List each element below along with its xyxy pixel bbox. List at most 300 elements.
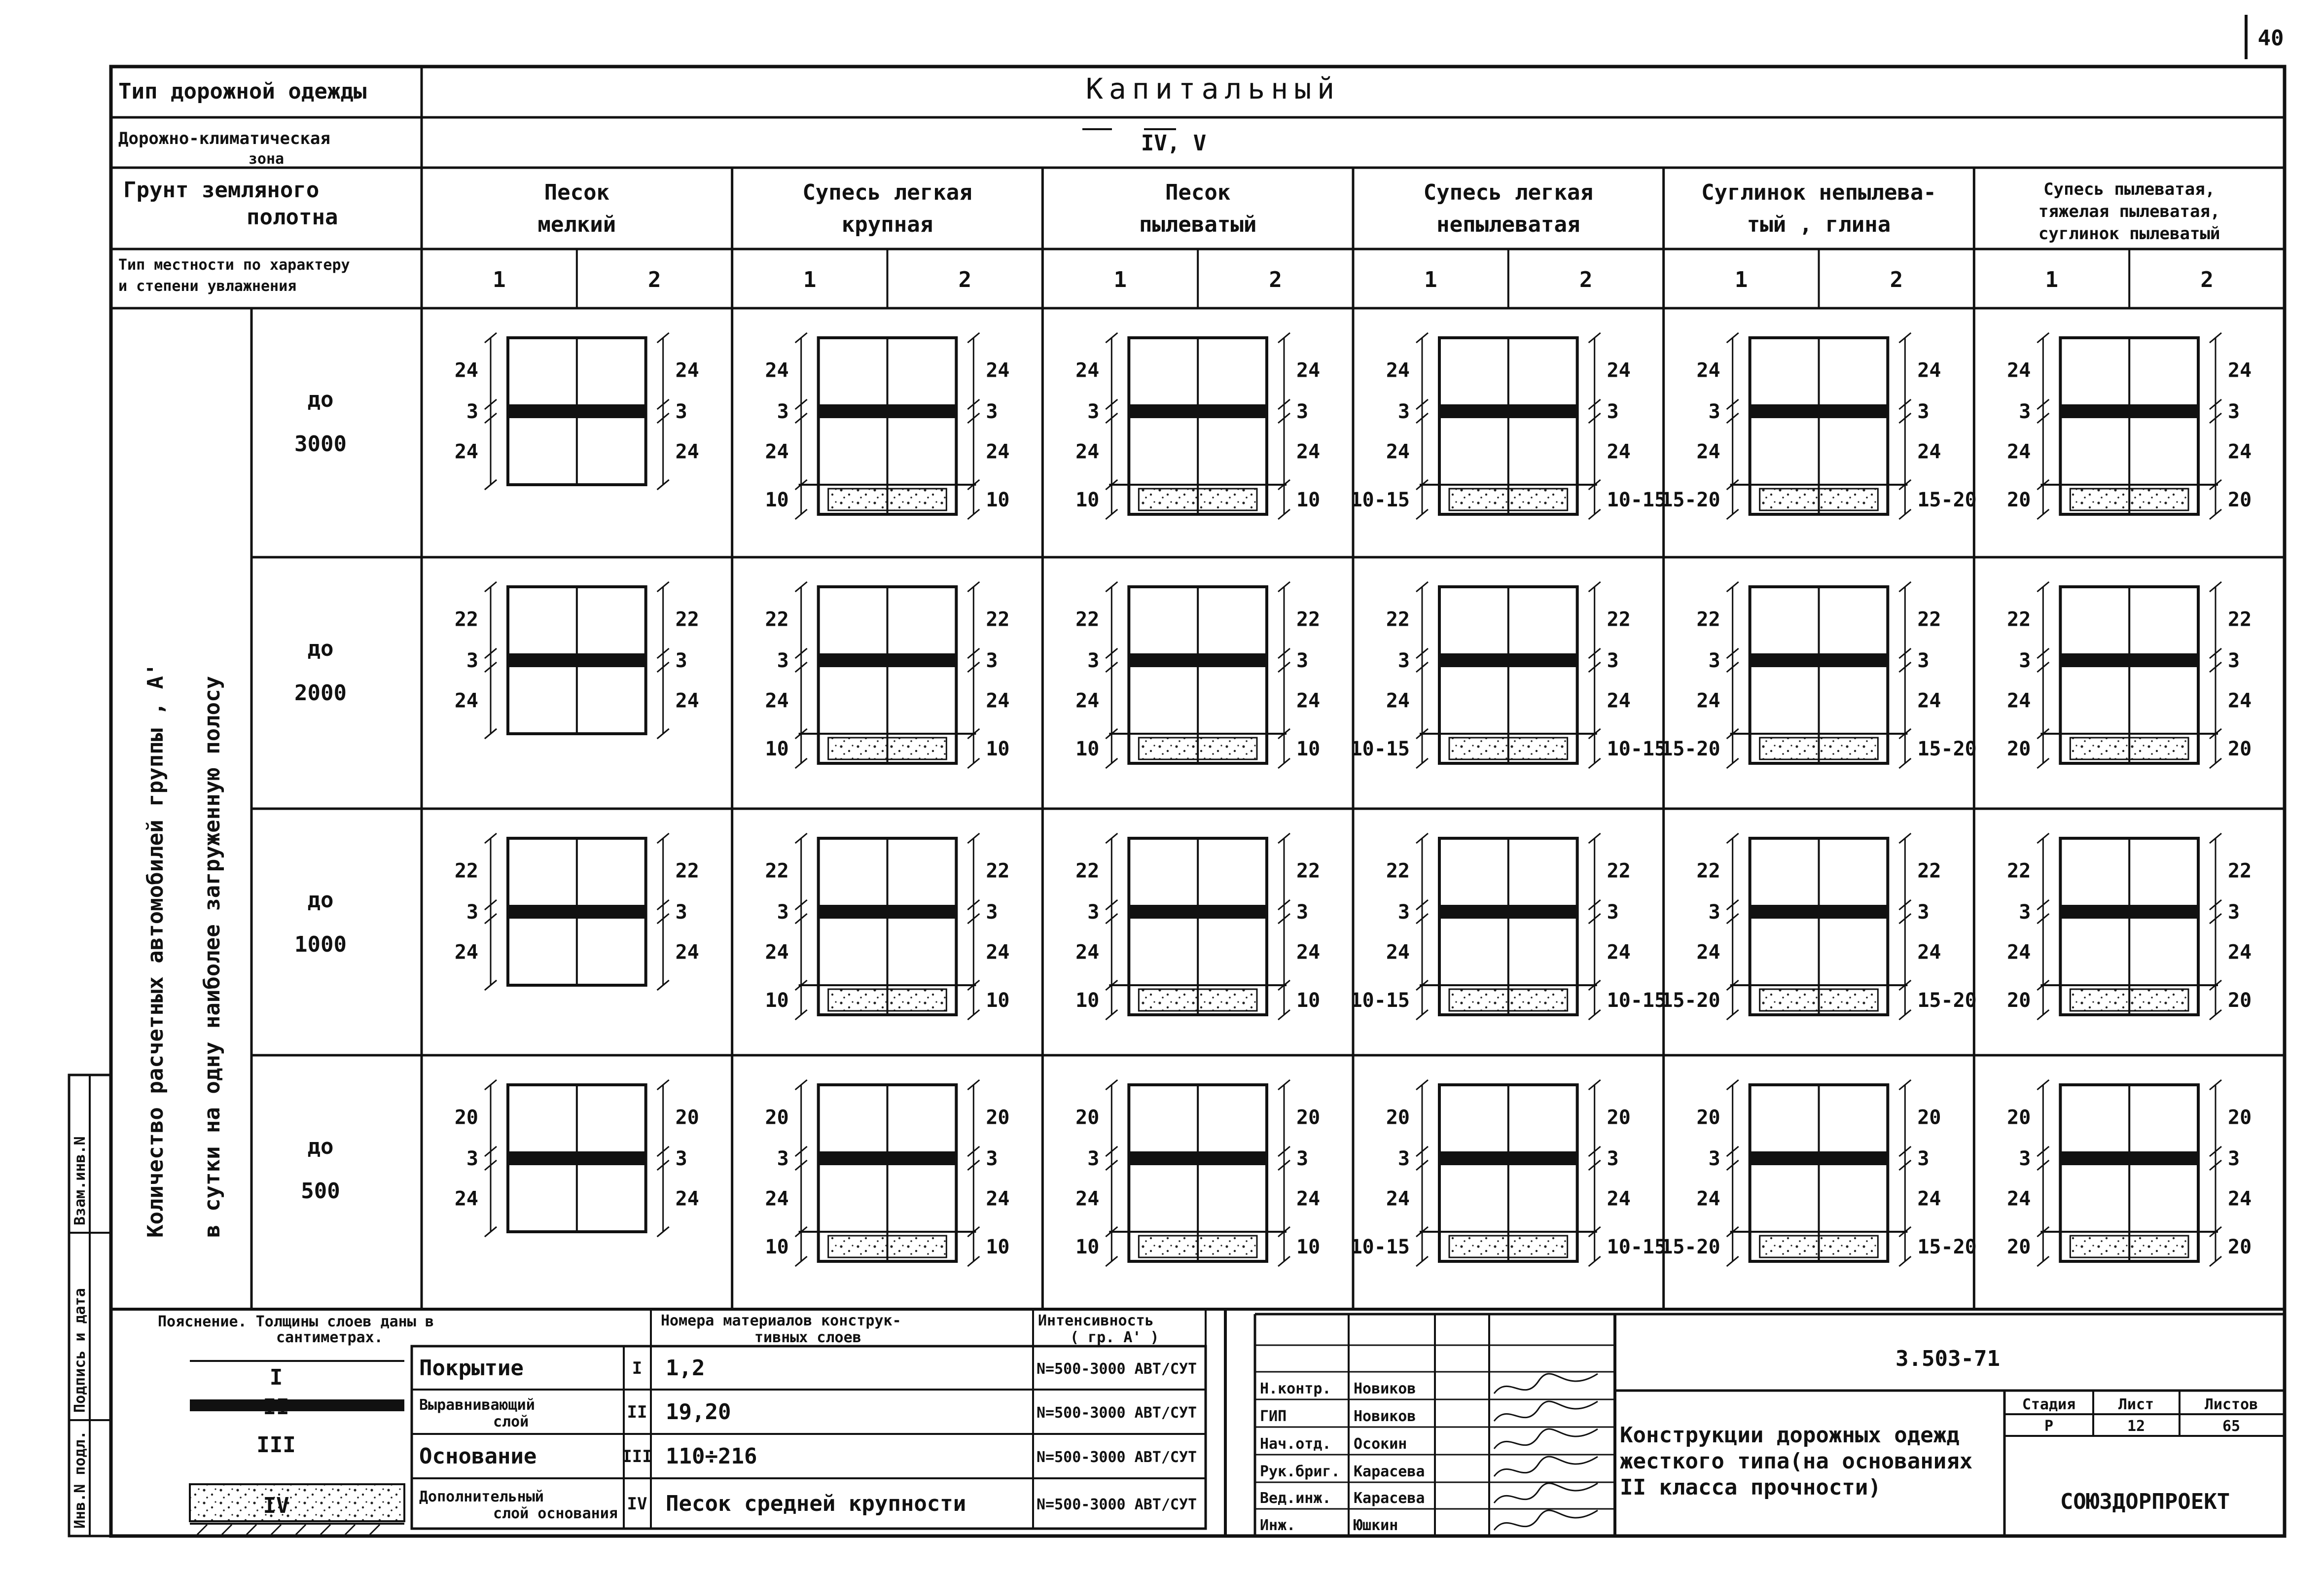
layer-thickness-mid: 3 bbox=[2019, 400, 2031, 423]
layer-thickness-base: 15-20 bbox=[1917, 738, 1977, 760]
layer-thickness-bottom: 24 bbox=[1917, 941, 1941, 964]
layer-thickness-mid: 3 bbox=[1708, 1147, 1720, 1170]
pavement-cross-section bbox=[765, 333, 1009, 519]
layer-thickness-top: 22 bbox=[2007, 608, 2031, 631]
layer-thickness-top: 22 bbox=[454, 859, 478, 883]
side-stamp-replaced-inv: Взам.инв.N bbox=[72, 1136, 89, 1225]
legend-layer-materials: 19,20 bbox=[666, 1399, 731, 1425]
layer-thickness-base: 15-20 bbox=[1917, 989, 1977, 1012]
soil-name: Супесь пылеватая, bbox=[2043, 179, 2216, 199]
layer-thickness-mid: 3 bbox=[1087, 400, 1100, 423]
traffic-row-value: 500 bbox=[301, 1179, 340, 1204]
signature-scribble bbox=[1494, 1483, 1598, 1503]
layer-thickness-base: 10 bbox=[765, 489, 789, 511]
layer-thickness-mid: 3 bbox=[1607, 649, 1619, 672]
legend-layer-intensity: N=500-3000 АВТ/СУТ bbox=[1037, 1496, 1197, 1513]
traffic-row-label: до bbox=[307, 636, 334, 661]
layer-thickness-bottom: 24 bbox=[454, 941, 478, 964]
layer-thickness-mid: 3 bbox=[777, 1147, 789, 1170]
traffic-row-label: до bbox=[307, 1134, 334, 1159]
signer-name: Осокин bbox=[1354, 1435, 1407, 1453]
layer-thickness-top: 24 bbox=[675, 359, 699, 382]
layer-thickness-mid: 3 bbox=[777, 649, 789, 672]
layer-thickness-mid: 3 bbox=[466, 901, 478, 924]
layer-thickness-base: 20 bbox=[2007, 1236, 2031, 1258]
signer-name: Карасева bbox=[1354, 1463, 1425, 1480]
legend-rows bbox=[419, 1356, 1197, 1522]
pavement-cross-section bbox=[2007, 1080, 2252, 1266]
layer-thickness-bottom: 24 bbox=[1386, 440, 1410, 464]
legend-layer-name: Основание bbox=[419, 1444, 537, 1469]
layer-thickness-top: 22 bbox=[1075, 859, 1100, 883]
layer-thickness-bottom: 24 bbox=[765, 1187, 789, 1211]
signer-role: Н.контр. bbox=[1260, 1380, 1331, 1397]
layer-thickness-base: 10 bbox=[1075, 489, 1100, 511]
layer-thickness-top: 24 bbox=[454, 359, 478, 382]
terrain-type: 1 bbox=[803, 267, 817, 292]
layer-thickness-mid: 3 bbox=[986, 649, 998, 672]
layer-thickness-base: 10-15 bbox=[1607, 489, 1667, 511]
pavement-cross-section bbox=[455, 1080, 699, 1237]
soil-name: Суглинок непылева- bbox=[1701, 180, 1936, 205]
layer-thickness-base: 15-20 bbox=[1917, 489, 1977, 511]
pavement-type-value: Капитальный bbox=[1085, 72, 1341, 106]
side-stamp-signature-date: Подпись и дата bbox=[72, 1288, 89, 1413]
layer-thickness-mid: 3 bbox=[1296, 901, 1309, 924]
signature-scribble bbox=[1494, 1457, 1598, 1476]
layer-thickness-bottom: 24 bbox=[454, 440, 478, 464]
traffic-row-value: 2000 bbox=[294, 680, 347, 706]
terrain-type: 2 bbox=[958, 267, 972, 292]
pavement-cross-section bbox=[765, 1080, 1009, 1266]
soil-name: суглинок пылеватый bbox=[2038, 224, 2220, 244]
layer-thickness-top: 22 bbox=[1386, 608, 1410, 631]
legend-layer-name: слой основания bbox=[493, 1505, 618, 1522]
layer-thickness-mid: 3 bbox=[2228, 901, 2240, 924]
soil-name: Супесь легкая bbox=[802, 180, 972, 205]
layer-thickness-top: 24 bbox=[1075, 359, 1100, 382]
layer-thickness-bottom: 24 bbox=[2007, 941, 2031, 964]
layer-thickness-bottom: 24 bbox=[1607, 1187, 1631, 1211]
layer-thickness-top: 22 bbox=[675, 859, 699, 883]
terrain-type: 1 bbox=[493, 267, 506, 292]
traffic-row-label: до bbox=[307, 387, 334, 412]
signer-name: Юшкин bbox=[1354, 1517, 1398, 1534]
layer-thickness-top: 20 bbox=[2007, 1106, 2031, 1129]
legend-layer-materials: Песок средней крупности bbox=[666, 1491, 966, 1516]
layer-thickness-mid: 3 bbox=[986, 901, 998, 924]
soil-name: Песок bbox=[1165, 180, 1231, 205]
layer-thickness-mid: 3 bbox=[675, 400, 687, 423]
layer-thickness-bottom: 24 bbox=[1917, 689, 1941, 713]
layer-thickness-top: 20 bbox=[986, 1106, 1010, 1129]
terrain-type: 2 bbox=[1890, 267, 1903, 292]
layer-thickness-bottom: 24 bbox=[1917, 440, 1941, 464]
layer-thickness-top: 20 bbox=[1296, 1106, 1321, 1129]
legend-note-2: сантиметрах. bbox=[276, 1329, 383, 1346]
layer-thickness-bottom: 24 bbox=[675, 941, 699, 964]
layer-thickness-top: 24 bbox=[2007, 359, 2031, 382]
layer-thickness-base: 10 bbox=[1296, 489, 1321, 511]
pavement-type-label: Тип дорожной одежды bbox=[118, 79, 367, 104]
terrain-type: 1 bbox=[1734, 267, 1748, 292]
layer-thickness-base: 10-15 bbox=[1350, 738, 1410, 760]
legend-numeral-3: III bbox=[256, 1432, 296, 1458]
legend-layer-name: Дополнительный bbox=[419, 1488, 544, 1505]
layer-thickness-bottom: 24 bbox=[986, 440, 1010, 464]
layer-thickness-top: 22 bbox=[1917, 608, 1941, 631]
layer-thickness-bottom: 24 bbox=[1075, 941, 1100, 964]
traffic-row-label: до bbox=[307, 888, 334, 913]
pavement-cross-section bbox=[2007, 333, 2252, 519]
layer-thickness-base: 15-20 bbox=[1661, 989, 1720, 1012]
terrain-type: 2 bbox=[1579, 267, 1593, 292]
layer-thickness-top: 22 bbox=[1696, 859, 1720, 883]
layer-thickness-top: 22 bbox=[2228, 859, 2252, 883]
legend-layer-name: слой bbox=[493, 1413, 529, 1430]
layer-thickness-bottom: 24 bbox=[1607, 440, 1631, 464]
layer-thickness-bottom: 24 bbox=[2228, 440, 2252, 464]
terrain-type: 1 bbox=[2045, 267, 2058, 292]
layer-thickness-top: 24 bbox=[1607, 359, 1631, 382]
sheets-label: Листов bbox=[2204, 1396, 2258, 1413]
intensity-header: Интенсивность bbox=[1038, 1312, 1154, 1329]
legend-note: Пояснение. Толщины слоев даны в bbox=[158, 1313, 434, 1330]
layer-thickness-mid: 3 bbox=[2228, 1147, 2240, 1170]
legend-layer-numeral: IV bbox=[627, 1494, 647, 1514]
layer-thickness-base: 10 bbox=[1296, 989, 1321, 1012]
legend-layer-intensity: N=500-3000 АВТ/СУТ bbox=[1037, 1449, 1197, 1466]
layer-thickness-base: 10-15 bbox=[1350, 489, 1410, 511]
layer-thickness-bottom: 24 bbox=[986, 1187, 1010, 1211]
layer-thickness-bottom: 24 bbox=[2007, 440, 2031, 464]
layer-thickness-base: 10 bbox=[765, 738, 789, 760]
signer-role: Вед.инж. bbox=[1260, 1490, 1331, 1507]
layer-thickness-top: 24 bbox=[1917, 359, 1941, 382]
layer-thickness-mid: 3 bbox=[2228, 400, 2240, 423]
layer-thickness-bottom: 24 bbox=[675, 1187, 699, 1211]
layer-thickness-top: 20 bbox=[1075, 1106, 1100, 1129]
layer-thickness-mid: 3 bbox=[1917, 400, 1930, 423]
layer-thickness-base: 10 bbox=[1296, 1236, 1321, 1258]
signer-name: Новиков bbox=[1354, 1380, 1416, 1397]
layer-thickness-top: 22 bbox=[1296, 859, 1321, 883]
side-stamp-inv-original: Инв.N подл. bbox=[72, 1430, 89, 1529]
layer-thickness-mid: 3 bbox=[2019, 1147, 2031, 1170]
terrain-type: 1 bbox=[1424, 267, 1437, 292]
layer-thickness-mid: 3 bbox=[986, 1147, 998, 1170]
layer-thickness-mid: 3 bbox=[1296, 400, 1309, 423]
organization: СОЮЗДОРПРОЕКТ bbox=[2060, 1489, 2230, 1514]
layer-thickness-mid: 3 bbox=[675, 901, 687, 924]
side-stamp bbox=[69, 1075, 111, 1536]
pavement-cross-section bbox=[1075, 833, 1320, 1020]
layer-thickness-base: 15-20 bbox=[1661, 1236, 1720, 1258]
layer-thickness-bottom: 24 bbox=[765, 440, 789, 464]
layer-thickness-top: 20 bbox=[1386, 1106, 1410, 1129]
layer-thickness-top: 24 bbox=[1296, 359, 1321, 382]
layer-thickness-mid: 3 bbox=[1917, 1147, 1930, 1170]
layer-thickness-top: 20 bbox=[454, 1106, 478, 1129]
layer-thickness-mid: 3 bbox=[777, 400, 789, 423]
climate-zone-label: Дорожно-климатическая bbox=[118, 129, 330, 148]
layer-thickness-base: 15-20 bbox=[1917, 1236, 1977, 1258]
soil-label-2: полотна bbox=[247, 205, 338, 230]
layer-thickness-bottom: 24 bbox=[1075, 440, 1100, 464]
intensity-header-2: ( гр. А' ) bbox=[1070, 1329, 1159, 1346]
signer-name: Новиков bbox=[1354, 1408, 1416, 1425]
stage-label: Стадия bbox=[2022, 1396, 2076, 1413]
layer-thickness-top: 22 bbox=[2007, 859, 2031, 883]
legend-layer-numeral: II bbox=[627, 1402, 647, 1422]
layer-thickness-top: 20 bbox=[2228, 1106, 2252, 1129]
layer-thickness-base: 10 bbox=[986, 738, 1010, 760]
layer-thickness-mid: 3 bbox=[1917, 649, 1930, 672]
layer-thickness-mid: 3 bbox=[675, 649, 687, 672]
layer-thickness-bottom: 24 bbox=[1696, 941, 1720, 964]
signer-role: Рук.бриг. bbox=[1260, 1463, 1340, 1480]
legend-layer-materials: 1,2 bbox=[666, 1356, 705, 1381]
soil-name: непылеватая bbox=[1436, 212, 1580, 237]
legend-layer-numeral: III bbox=[622, 1447, 652, 1466]
legend-layer-name: Покрытие bbox=[419, 1356, 524, 1381]
traffic-label-1: Количество расчетных автомобилей группы , А' bbox=[143, 663, 168, 1238]
layer-thickness-bottom: 24 bbox=[2228, 941, 2252, 964]
layer-thickness-mid: 3 bbox=[1607, 901, 1619, 924]
pavement-cross-section bbox=[1075, 582, 1320, 768]
terrain-type: 2 bbox=[1269, 267, 1282, 292]
layer-thickness-top: 22 bbox=[765, 608, 789, 631]
layer-thickness-base: 15-20 bbox=[1661, 738, 1720, 760]
pavement-cross-section bbox=[1661, 833, 1977, 1020]
soil-name: Супесь легкая bbox=[1423, 180, 1594, 205]
signer-name: Карасева bbox=[1354, 1490, 1425, 1507]
legend-layer-intensity: N=500-3000 АВТ/СУТ bbox=[1037, 1360, 1197, 1378]
stage-value: Р bbox=[2044, 1418, 2054, 1435]
layer-thickness-top: 22 bbox=[1607, 859, 1631, 883]
layer-thickness-bottom: 24 bbox=[1696, 440, 1720, 464]
page-number: 40 bbox=[2257, 26, 2284, 51]
layer-thickness-base: 10 bbox=[986, 989, 1010, 1012]
terrain-type: 1 bbox=[1113, 267, 1127, 292]
layer-thickness-top: 22 bbox=[1296, 608, 1321, 631]
layer-thickness-mid: 3 bbox=[675, 1147, 687, 1170]
layer-thickness-base: 10-15 bbox=[1607, 1236, 1667, 1258]
layer-thickness-bottom: 24 bbox=[675, 440, 699, 464]
pavement-cross-section bbox=[1661, 582, 1977, 768]
soil-name: пылеватый bbox=[1139, 212, 1257, 237]
layer-thickness-bottom: 24 bbox=[1607, 689, 1631, 713]
layer-thickness-mid: 3 bbox=[1708, 901, 1720, 924]
layer-thickness-mid: 3 bbox=[1397, 649, 1410, 672]
layer-thickness-bottom: 24 bbox=[2228, 689, 2252, 713]
document-title: Конструкции дорожных одежд bbox=[1620, 1423, 1960, 1448]
layer-thickness-mid: 3 bbox=[2019, 901, 2031, 924]
layer-thickness-base: 10 bbox=[986, 489, 1010, 511]
layer-thickness-top: 24 bbox=[2228, 359, 2252, 382]
layer-thickness-bottom: 24 bbox=[1696, 689, 1720, 713]
layer-thickness-mid: 3 bbox=[2019, 649, 2031, 672]
layer-thickness-mid: 3 bbox=[466, 1147, 478, 1170]
traffic-row-value: 3000 bbox=[294, 431, 347, 457]
soil-name: тяжелая пылеватая, bbox=[2038, 202, 2220, 221]
layer-thickness-mid: 3 bbox=[1087, 1147, 1100, 1170]
layer-thickness-bottom: 24 bbox=[1696, 1187, 1720, 1211]
pavement-cross-section bbox=[1661, 1080, 1977, 1266]
pavement-cross-section bbox=[1351, 833, 1667, 1020]
layer-thickness-bottom: 24 bbox=[2007, 1187, 2031, 1211]
pavement-cross-section bbox=[1351, 582, 1667, 768]
legend-layer-name: Выравнивающий bbox=[419, 1396, 535, 1414]
layer-thickness-bottom: 24 bbox=[1296, 1187, 1321, 1211]
layer-thickness-top: 22 bbox=[1386, 859, 1410, 883]
layer-thickness-bottom: 24 bbox=[454, 689, 478, 713]
pavement-cross-section bbox=[1661, 333, 1977, 519]
legend-layer-intensity: N=500-3000 АВТ/СУТ bbox=[1037, 1404, 1197, 1422]
layer-thickness-mid: 3 bbox=[1087, 901, 1100, 924]
pavement-cross-section bbox=[455, 333, 699, 490]
terrain-type: 2 bbox=[648, 267, 661, 292]
layer-thickness-mid: 3 bbox=[1607, 400, 1619, 423]
traffic-row-value: 1000 bbox=[294, 932, 347, 957]
layer-thickness-mid: 3 bbox=[466, 400, 478, 423]
layer-thickness-top: 20 bbox=[765, 1106, 789, 1129]
layer-thickness-top: 20 bbox=[1607, 1106, 1631, 1129]
layer-thickness-top: 22 bbox=[2228, 608, 2252, 631]
signer-role: Инж. bbox=[1260, 1517, 1296, 1534]
layer-thickness-mid: 3 bbox=[2228, 649, 2240, 672]
layer-thickness-mid: 3 bbox=[1296, 649, 1309, 672]
layer-thickness-base: 10-15 bbox=[1350, 989, 1410, 1012]
layer-thickness-base: 10 bbox=[1075, 1236, 1100, 1258]
layer-thickness-mid: 3 bbox=[1087, 649, 1100, 672]
layer-thickness-bottom: 24 bbox=[1296, 440, 1321, 464]
signature-scribble bbox=[1494, 1510, 1598, 1530]
layer-thickness-bottom: 24 bbox=[1386, 689, 1410, 713]
layer-thickness-mid: 3 bbox=[777, 901, 789, 924]
terrain-type: 2 bbox=[2200, 267, 2214, 292]
pavement-cross-section bbox=[1075, 1080, 1320, 1266]
layer-thickness-base: 10-15 bbox=[1607, 738, 1667, 760]
soil-name: Песок bbox=[544, 180, 610, 205]
layer-thickness-bottom: 24 bbox=[1296, 689, 1321, 713]
layer-thickness-base: 10 bbox=[765, 1236, 789, 1258]
traffic-label-2: в сутки на одну наиболее загруженную полосу bbox=[200, 676, 225, 1238]
climate-zone-value: IV, V bbox=[1141, 131, 1207, 156]
soil-name: мелкий bbox=[537, 212, 616, 237]
layer-thickness-top: 22 bbox=[675, 608, 699, 631]
pavement-cross-section bbox=[1075, 333, 1320, 519]
layer-thickness-bottom: 24 bbox=[1296, 941, 1321, 964]
layer-thickness-top: 20 bbox=[1917, 1106, 1941, 1129]
layer-thickness-base: 10-15 bbox=[1607, 989, 1667, 1012]
soil-label: Грунт земляного bbox=[123, 178, 320, 203]
layer-thickness-base: 10 bbox=[1075, 738, 1100, 760]
terrain-label: Тип местности по характеру bbox=[118, 256, 350, 274]
document-title-2: жесткого типа(на основаниях bbox=[1620, 1449, 1973, 1474]
layer-thickness-top: 22 bbox=[1917, 859, 1941, 883]
document-number: 3.503-71 bbox=[1895, 1346, 2000, 1371]
sheet-value: 12 bbox=[2127, 1418, 2145, 1435]
layer-thickness-base: 10 bbox=[986, 1236, 1010, 1258]
layer-thickness-base: 20 bbox=[2228, 489, 2252, 511]
layer-thickness-mid: 3 bbox=[1296, 1147, 1309, 1170]
layer-thickness-mid: 3 bbox=[466, 649, 478, 672]
soil-name: тый , глина bbox=[1747, 212, 1891, 237]
pavement-cross-section bbox=[765, 582, 1009, 768]
layer-thickness-top: 20 bbox=[675, 1106, 699, 1129]
layer-thickness-top: 22 bbox=[986, 608, 1010, 631]
signer-role: ГИП bbox=[1260, 1408, 1287, 1425]
layer-thickness-bottom: 24 bbox=[1386, 941, 1410, 964]
layer-thickness-top: 24 bbox=[1386, 359, 1410, 382]
signature-scribble bbox=[1494, 1374, 1598, 1393]
layer-thickness-mid: 3 bbox=[1397, 901, 1410, 924]
signature-scribble bbox=[1494, 1429, 1598, 1449]
layer-thickness-mid: 3 bbox=[1708, 400, 1720, 423]
layer-thickness-top: 22 bbox=[1075, 608, 1100, 631]
layer-thickness-base: 20 bbox=[2228, 738, 2252, 760]
layer-thickness-top: 22 bbox=[454, 608, 478, 631]
layer-thickness-top: 22 bbox=[1696, 608, 1720, 631]
layer-thickness-bottom: 24 bbox=[1386, 1187, 1410, 1211]
layer-thickness-base: 20 bbox=[2228, 1236, 2252, 1258]
signer-role: Нач.отд. bbox=[1260, 1435, 1331, 1453]
layer-thickness-bottom: 24 bbox=[765, 689, 789, 713]
layer-thickness-bottom: 24 bbox=[454, 1187, 478, 1211]
layer-thickness-bottom: 24 bbox=[675, 689, 699, 713]
layer-thickness-mid: 3 bbox=[1397, 400, 1410, 423]
layer-thickness-base: 20 bbox=[2228, 989, 2252, 1012]
layer-thickness-mid: 3 bbox=[1397, 1147, 1410, 1170]
sheet-label: Лист bbox=[2118, 1396, 2154, 1413]
layer-thickness-mid: 3 bbox=[986, 400, 998, 423]
legend-cross-section bbox=[190, 1361, 404, 1535]
legend-numeral-2: II bbox=[263, 1394, 289, 1420]
layer-thickness-bottom: 24 bbox=[986, 941, 1010, 964]
soil-name: крупная bbox=[841, 212, 933, 237]
legend-numeral-4: IV bbox=[263, 1493, 289, 1518]
pavement-cross-section bbox=[765, 833, 1009, 1020]
layer-thickness-mid: 3 bbox=[1607, 1147, 1619, 1170]
document-title-3: II класса прочности) bbox=[1620, 1475, 1881, 1500]
pavement-cross-section bbox=[1351, 333, 1667, 519]
pavement-cross-section bbox=[2007, 833, 2252, 1020]
layer-thickness-top: 20 bbox=[1696, 1106, 1720, 1129]
layer-thickness-base: 10 bbox=[1075, 989, 1100, 1012]
layer-thickness-base: 10 bbox=[765, 989, 789, 1012]
layer-thickness-bottom: 24 bbox=[1917, 1187, 1941, 1211]
layer-thickness-base: 20 bbox=[2007, 489, 2031, 511]
sheets-value: 65 bbox=[2222, 1418, 2241, 1435]
layer-thickness-bottom: 24 bbox=[1075, 689, 1100, 713]
layer-thickness-bottom: 24 bbox=[765, 941, 789, 964]
signature-scribble bbox=[1494, 1401, 1598, 1421]
layer-thickness-base: 20 bbox=[2007, 989, 2031, 1012]
layer-thickness-base: 20 bbox=[2007, 738, 2031, 760]
materials-header-2: тивных слоев bbox=[754, 1329, 861, 1346]
legend-layer-materials: 110÷216 bbox=[666, 1444, 757, 1469]
layer-thickness-top: 24 bbox=[1696, 359, 1720, 382]
layer-thickness-bottom: 24 bbox=[2007, 689, 2031, 713]
layer-thickness-base: 10 bbox=[1296, 738, 1321, 760]
layer-thickness-bottom: 24 bbox=[2228, 1187, 2252, 1211]
legend-layer-numeral: I bbox=[632, 1358, 643, 1378]
layer-thickness-base: 10-15 bbox=[1350, 1236, 1410, 1258]
pavement-cross-section bbox=[2007, 582, 2252, 768]
layer-thickness-top: 22 bbox=[986, 859, 1010, 883]
layer-thickness-bottom: 24 bbox=[986, 689, 1010, 713]
